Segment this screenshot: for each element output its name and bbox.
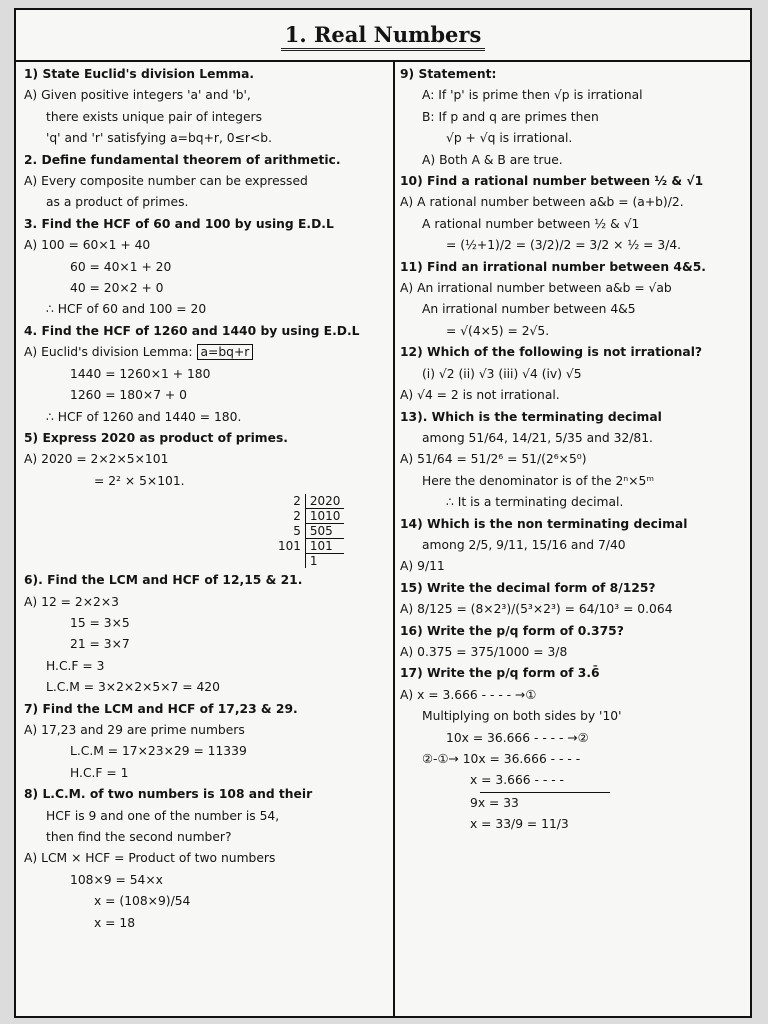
line-text: 4. Find the HCF of 1260 and 1440 by using E.D.L bbox=[24, 323, 360, 338]
factor-quotient: 101 bbox=[305, 539, 344, 554]
answer-line bbox=[24, 128, 388, 149]
line-text: 'q' and 'r' satisfying a=bq+r, 0≤r<b. bbox=[46, 131, 272, 146]
line-text: A) Both A & B are true. bbox=[422, 152, 563, 167]
answer-line bbox=[400, 107, 746, 128]
answer-line bbox=[400, 385, 746, 406]
answer-line bbox=[24, 342, 388, 363]
left-column bbox=[24, 64, 388, 1012]
answer-line bbox=[24, 171, 388, 192]
answer-line bbox=[400, 492, 746, 513]
factor-quotient: 1 bbox=[309, 554, 318, 569]
answer-line bbox=[400, 192, 746, 213]
answer-line bbox=[24, 192, 388, 213]
right-column bbox=[400, 64, 746, 1012]
answer-line bbox=[24, 870, 388, 891]
answer-line bbox=[24, 763, 388, 784]
question-line bbox=[400, 407, 746, 428]
answer-line bbox=[24, 613, 388, 634]
column-divider bbox=[393, 60, 395, 1016]
factor-divisor: 2 bbox=[274, 509, 305, 524]
answer-line bbox=[24, 385, 388, 406]
answer-line bbox=[400, 642, 746, 663]
line-text: A) 0.375 = 375/1000 = 3/8 bbox=[400, 644, 568, 659]
answer-line bbox=[400, 556, 746, 577]
line-text: √p + √q is irrational. bbox=[446, 131, 573, 146]
page-title: 1. Real Numbers bbox=[281, 22, 486, 51]
answer-line bbox=[24, 634, 388, 655]
question-line bbox=[400, 257, 746, 278]
boxed-formula: a=bq+r bbox=[197, 344, 254, 360]
answer-line bbox=[400, 85, 746, 106]
question-line bbox=[400, 64, 746, 85]
answer-line bbox=[24, 677, 388, 698]
line-text: 9) Statement: bbox=[400, 67, 497, 81]
question-line bbox=[400, 514, 746, 535]
line-text: 13). Which is the terminating decimal bbox=[400, 409, 662, 424]
factor-quotient: 1010 bbox=[305, 509, 344, 524]
line-text: A) Every composite number can be expressed bbox=[24, 174, 308, 189]
answer-line bbox=[24, 848, 388, 869]
line-text: 16) Write the p/q form of 0.375? bbox=[400, 623, 624, 638]
answer-line bbox=[400, 685, 746, 706]
line-text: A) LCM × HCF = Product of two numbers bbox=[24, 851, 276, 866]
answer-line bbox=[400, 728, 746, 749]
answer-line bbox=[24, 407, 388, 428]
line-text: L.C.M = 3×2×2×5×7 = 420 bbox=[46, 680, 220, 695]
answer-line bbox=[24, 827, 388, 848]
line-text: then find the second number? bbox=[46, 830, 232, 844]
line-text: x = 33/9 = 11/3 bbox=[470, 817, 569, 832]
question-line bbox=[24, 64, 388, 85]
line-text: ∴ HCF of 60 and 100 = 20 bbox=[46, 302, 207, 317]
line-text: = 2² × 5×101. bbox=[94, 473, 185, 488]
line-text: A) A rational number between a&b = (a+b)/2. bbox=[400, 195, 684, 210]
line-text: A) 9/11 bbox=[400, 559, 445, 574]
line-text: A) 2020 = 2×2×5×101 bbox=[24, 452, 169, 467]
question-line bbox=[24, 784, 388, 805]
answer-line bbox=[400, 770, 746, 791]
line-text: 60 = 40×1 + 20 bbox=[70, 259, 172, 274]
answer-line bbox=[400, 428, 746, 449]
line-text: 9x = 33 bbox=[470, 795, 519, 810]
line-text: 40 = 20×2 + 0 bbox=[70, 281, 164, 296]
question-line bbox=[24, 570, 388, 591]
line-text: 14) Which is the non terminating decimal bbox=[400, 516, 688, 531]
line-text: = (½+1)/2 = (3/2)/2 = 3/2 × ½ = 3/4. bbox=[446, 238, 682, 253]
answer-line bbox=[24, 913, 388, 934]
answer-line bbox=[400, 214, 746, 235]
line-text: Here the denominator is of the 2ⁿ×5ᵐ bbox=[422, 473, 654, 488]
answer-line bbox=[400, 235, 746, 256]
line-text: (i) √2 (ii) √3 (iii) √4 (iv) √5 bbox=[422, 366, 582, 381]
answer-line bbox=[24, 278, 388, 299]
line-text: A) √4 = 2 is not irrational. bbox=[400, 388, 560, 403]
line-text: x = 18 bbox=[94, 915, 136, 930]
line-text: 17) Write the p/q form of 3.6̄ bbox=[400, 666, 600, 681]
answer-line bbox=[400, 364, 746, 385]
question-line bbox=[24, 214, 388, 235]
question-line bbox=[400, 621, 746, 642]
line-text: 11) Find an irrational number between 4&5. bbox=[400, 259, 706, 274]
line-text: Multiplying on both sides by '10' bbox=[422, 709, 622, 724]
line-text: HCF is 9 and one of the number is 54, bbox=[46, 808, 280, 823]
line-text: x = 3.666 - - - - bbox=[470, 773, 564, 788]
line-text: 1440 = 1260×1 + 180 bbox=[70, 366, 211, 381]
line-text: 21 = 3×7 bbox=[70, 637, 130, 652]
answer-line bbox=[24, 449, 388, 470]
answer-line bbox=[24, 235, 388, 256]
line-text: 12) Which of the following is not irrational? bbox=[400, 345, 703, 360]
factor-divisor bbox=[274, 554, 305, 569]
title-bar bbox=[16, 10, 750, 62]
factor-divisor: 101 bbox=[274, 539, 305, 554]
worksheet-page bbox=[14, 8, 752, 1018]
line-text: A) 17,23 and 29 are prime numbers bbox=[24, 722, 245, 737]
answer-line bbox=[400, 814, 746, 835]
question-line bbox=[400, 342, 746, 363]
line-text: = √(4×5) = 2√5. bbox=[446, 323, 550, 338]
line-text: 2. Define fundamental theorem of arithmetic. bbox=[24, 152, 341, 167]
answer-line bbox=[24, 891, 388, 912]
line-text: H.C.F = 1 bbox=[70, 765, 129, 780]
line-text: 8) L.C.M. of two numbers is 108 and their bbox=[24, 787, 313, 802]
question-line bbox=[400, 171, 746, 192]
answer-line bbox=[400, 599, 746, 620]
line-text: ∴ It is a terminating decimal. bbox=[446, 495, 624, 510]
line-text: 15) Write the decimal form of 8/125? bbox=[400, 580, 656, 595]
line-text: A) x = 3.666 - - - - →① bbox=[400, 687, 537, 702]
line-text: A) Euclid's division Lemma: bbox=[24, 345, 193, 360]
line-text: A rational number between ½ & √1 bbox=[422, 216, 640, 231]
line-text: there exists unique pair of integers bbox=[46, 109, 263, 124]
line-text: 5) Express 2020 as product of primes. bbox=[24, 430, 288, 445]
answer-line bbox=[400, 128, 746, 149]
answer-line bbox=[400, 706, 746, 727]
answer-line bbox=[400, 449, 746, 470]
answer-line bbox=[24, 720, 388, 741]
line-text: B: If p and q are primes then bbox=[422, 109, 599, 124]
line-text: ②-①→ 10x = 36.666 - - - - bbox=[422, 752, 581, 766]
answer-line bbox=[24, 364, 388, 385]
line-text: as a product of primes. bbox=[46, 195, 189, 210]
line-text: A) 12 = 2×2×3 bbox=[24, 594, 119, 609]
factor-quotient: 2020 bbox=[305, 494, 344, 509]
line-text: 10x = 36.666 - - - - →② bbox=[446, 730, 589, 745]
answer-line bbox=[400, 535, 746, 556]
line-text: L.C.M = 17×23×29 = 11339 bbox=[70, 744, 247, 759]
answer-line bbox=[400, 150, 746, 171]
answer-line bbox=[400, 321, 746, 342]
line-text: A) Given positive integers 'a' and 'b', bbox=[24, 88, 251, 103]
line-text: 6). Find the LCM and HCF of 12,15 & 21. bbox=[24, 573, 303, 588]
answer-line bbox=[400, 749, 746, 770]
question-line bbox=[400, 663, 746, 684]
factor-divisor: 2 bbox=[274, 494, 305, 509]
line-text: 3. Find the HCF of 60 and 100 by using E.D.L bbox=[24, 216, 334, 231]
line-text: A) 51/64 = 51/2⁶ = 51/(2⁶×5⁰) bbox=[400, 452, 587, 467]
answer-line bbox=[24, 257, 388, 278]
question-line bbox=[24, 150, 388, 171]
line-text: x = (108×9)/54 bbox=[94, 894, 191, 909]
line-text: among 2/5, 9/11, 15/16 and 7/40 bbox=[422, 537, 626, 552]
answer-line bbox=[24, 85, 388, 106]
answer-line bbox=[400, 278, 746, 299]
answer-line bbox=[24, 299, 388, 320]
question-line bbox=[400, 578, 746, 599]
line-text: among 51/64, 14/21, 5/35 and 32/81. bbox=[422, 430, 653, 445]
answer-line bbox=[24, 592, 388, 613]
line-text: 15 = 3×5 bbox=[70, 615, 130, 630]
line-text: An irrational number between 4&5 bbox=[422, 302, 636, 317]
question-line bbox=[24, 321, 388, 342]
line-text: ∴ HCF of 1260 and 1440 = 180. bbox=[46, 409, 242, 424]
line-text: A) 100 = 60×1 + 40 bbox=[24, 238, 151, 253]
answer-line bbox=[400, 299, 746, 320]
answer-line bbox=[24, 471, 388, 492]
line-text: 1260 = 180×7 + 0 bbox=[70, 388, 187, 403]
question-line bbox=[24, 428, 388, 449]
line-text: H.C.F = 3 bbox=[46, 658, 105, 673]
answer-line bbox=[24, 656, 388, 677]
factor-divisor: 5 bbox=[274, 524, 305, 539]
line-text: A) 8/125 = (8×2³)/(5³×2³) = 64/10³ = 0.064 bbox=[400, 602, 673, 617]
question-line bbox=[24, 699, 388, 720]
line-text: 10) Find a rational number between ½ & √1 bbox=[400, 174, 704, 189]
answer-line bbox=[24, 107, 388, 128]
prime-factor-ladder bbox=[274, 494, 344, 568]
line-text: 7) Find the LCM and HCF of 17,23 & 29. bbox=[24, 701, 298, 716]
answer-line bbox=[24, 806, 388, 827]
line-text: A: If 'p' is prime then √p is irrational bbox=[422, 88, 643, 103]
answer-line bbox=[24, 741, 388, 762]
factor-quotient: 505 bbox=[305, 524, 344, 539]
answer-line bbox=[400, 471, 746, 492]
line-text: A) An irrational number between a&b = √ab bbox=[400, 281, 672, 296]
line-text: 1) State Euclid's division Lemma. bbox=[24, 67, 255, 81]
answer-line bbox=[400, 793, 746, 814]
line-text: 108×9 = 54×x bbox=[70, 872, 163, 887]
